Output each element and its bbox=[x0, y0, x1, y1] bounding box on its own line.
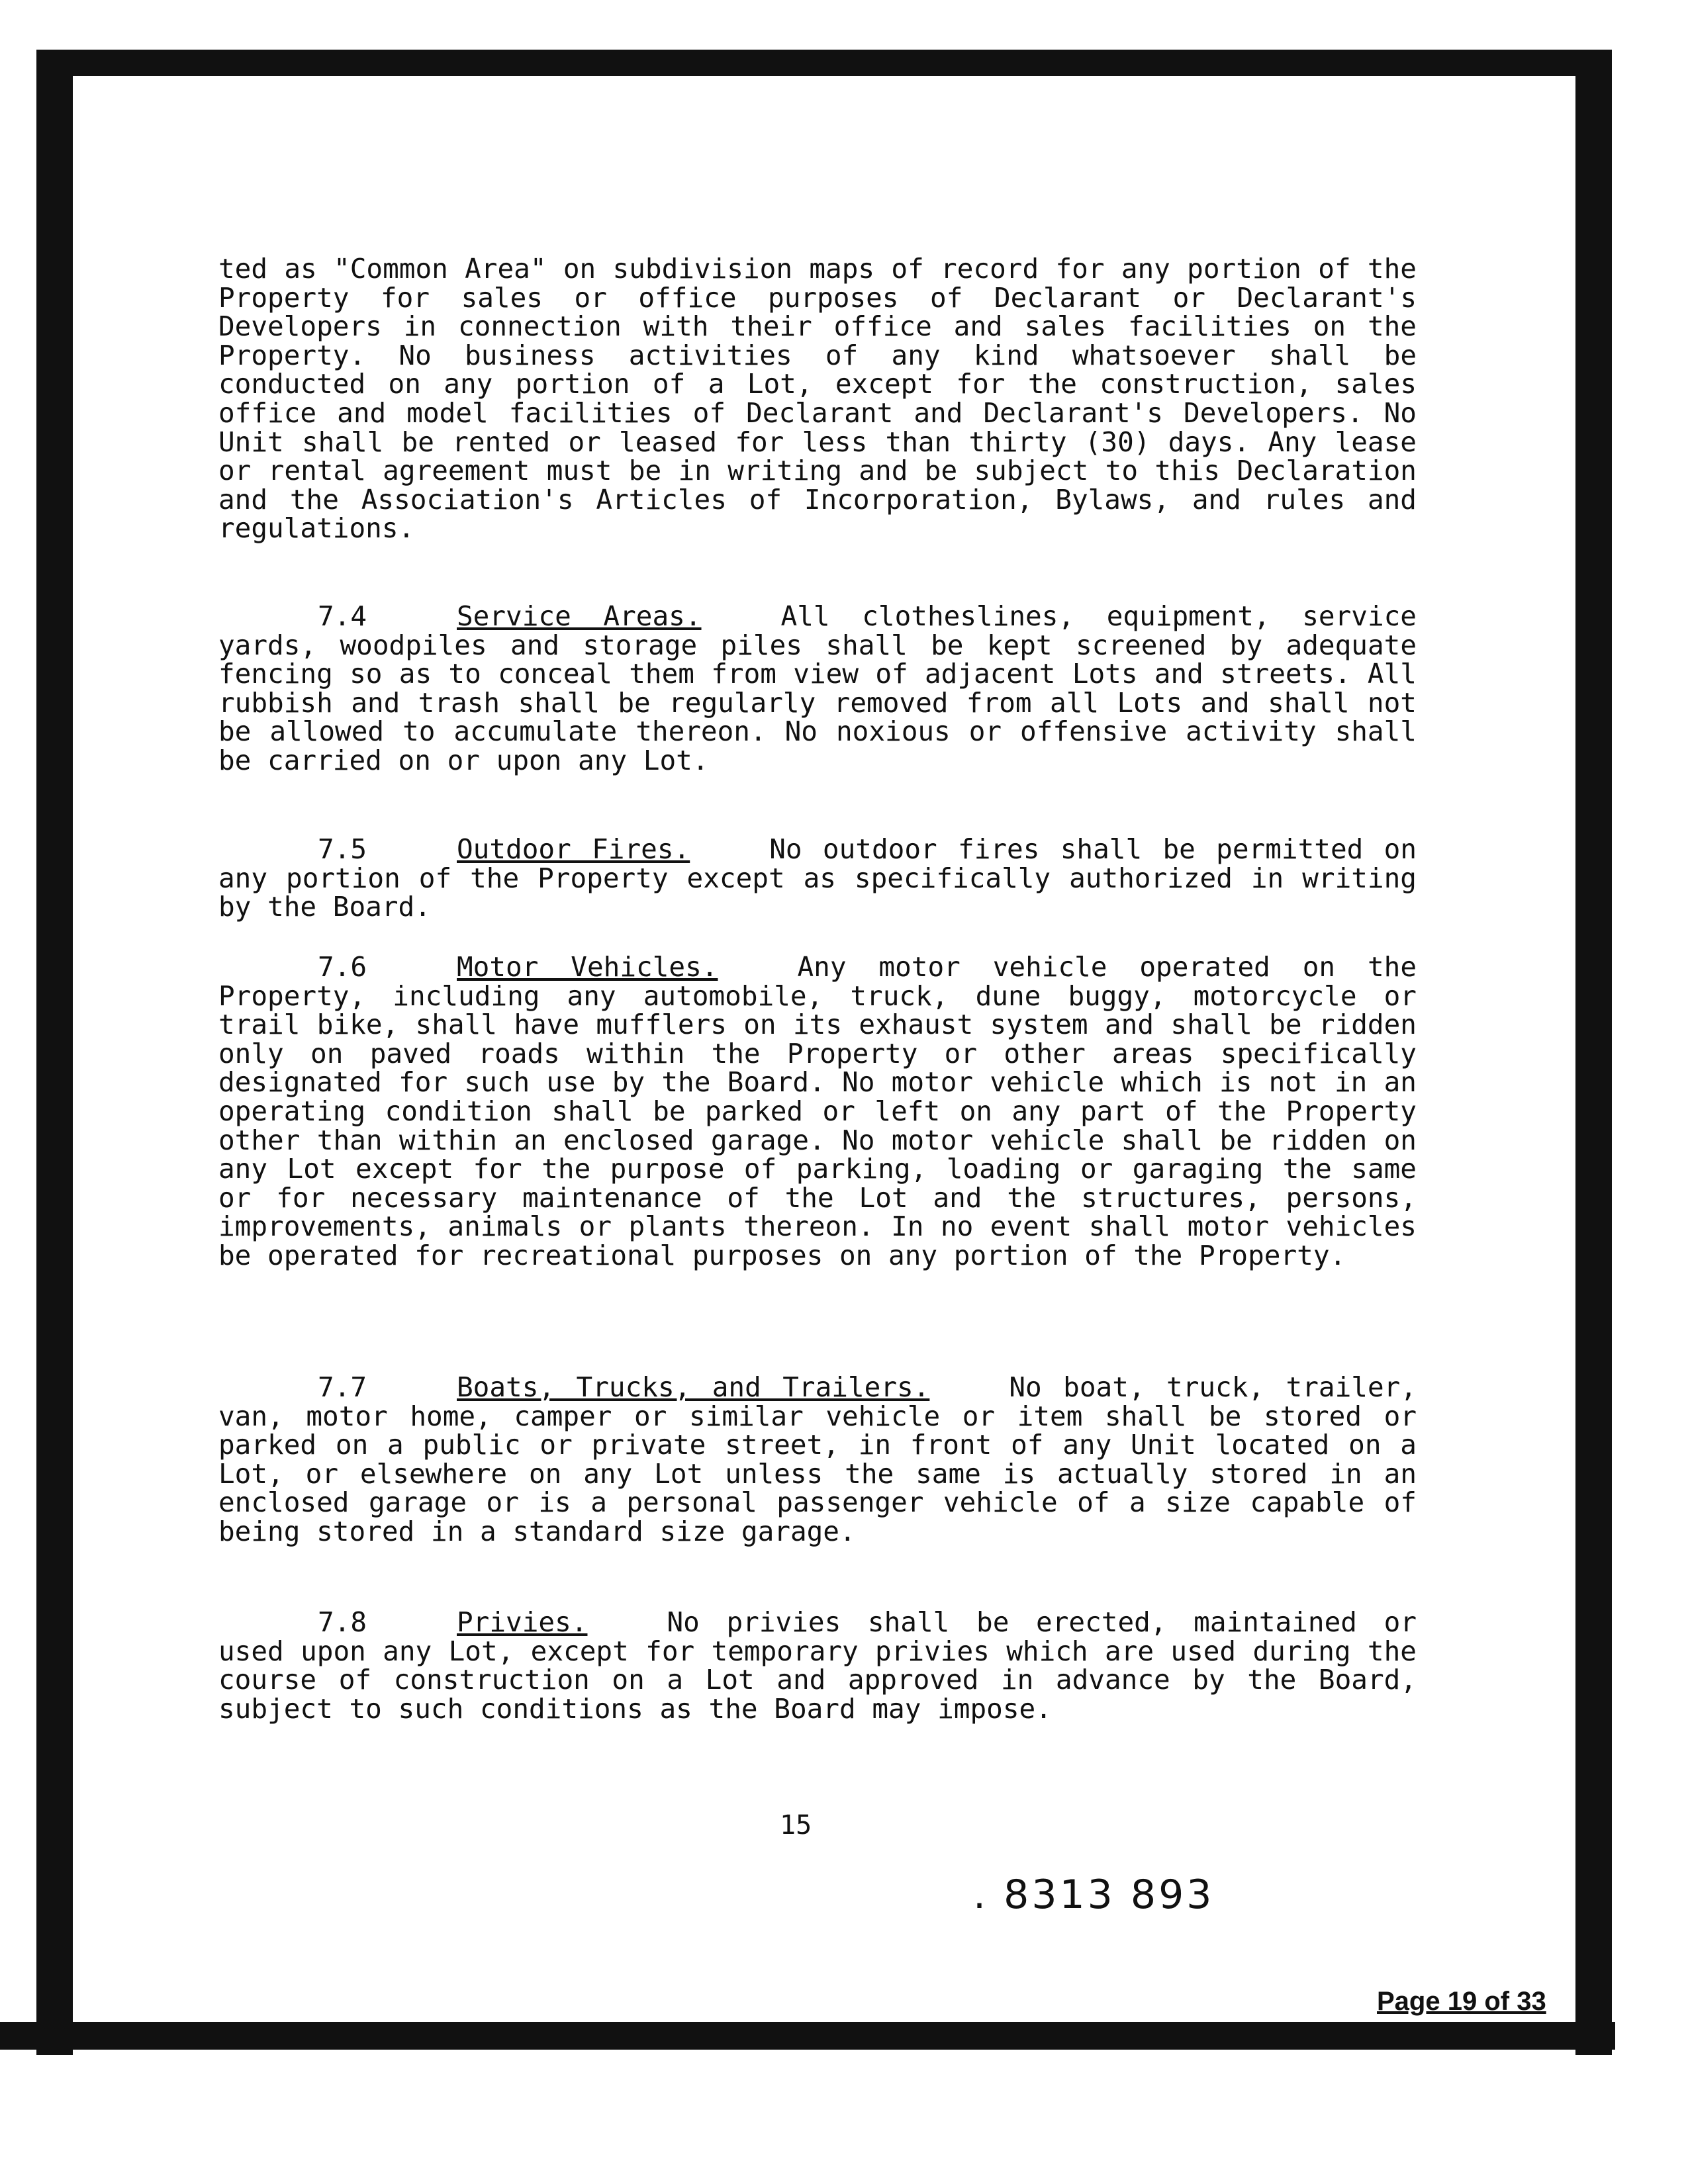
section-number: 7.7 bbox=[318, 1371, 367, 1403]
section-7-4 bbox=[218, 602, 1417, 776]
section-body: No outdoor fires shall be permitted on any portion of the Property except as specifically authorized in writing by the Board. bbox=[218, 833, 1417, 923]
page-stamp: Page 19 of 33 bbox=[1377, 1987, 1546, 2016]
page-number: 15 bbox=[780, 1810, 812, 1841]
section-number: 7.6 bbox=[318, 951, 367, 983]
section-number: 7.4 bbox=[318, 600, 367, 632]
section-7-7 bbox=[218, 1373, 1417, 1547]
scan-border-bottom bbox=[0, 2022, 1615, 2050]
intro-text: ted as "Common Area" on subdivision maps of record for any portion of the Property for sales or office purposes of Declarant or Declarant's Developers in connection with their office and sales facilities on the Property. No business activities of any kind whatsoever shall be conducted on any portion of a Lot, except for the construction, sales office and model facilities of Declarant and Declarant's Developers. No Unit shall be rented or leased for less than thirty (30) days. Any lease or rental agreement must be in writing and be subject to this Declaration and the Association's Articles of Incorporation, Bylaws, and rules and regulations. bbox=[218, 253, 1417, 545]
section-heading: Outdoor Fires. bbox=[457, 833, 690, 865]
section-heading: Boats, Trucks, and Trailers. bbox=[457, 1371, 930, 1403]
document-reference: . 8313 893 bbox=[973, 1872, 1215, 1918]
scan-border-right bbox=[1575, 50, 1612, 2055]
section-number: 7.8 bbox=[318, 1606, 367, 1638]
section-7-5 bbox=[218, 835, 1417, 922]
section-7-8 bbox=[218, 1608, 1417, 1723]
section-heading: Privies. bbox=[457, 1606, 588, 1638]
section-number: 7.5 bbox=[318, 833, 367, 865]
section-body: No boat, truck, trailer, van, motor home, camper or similar vehicle or item shall be stored or parked on a public or private street, in front of any Unit located on a Lot, or elsewhere on any Lot unless the same is actually stored in an enclosed garage or is a personal passenger vehicle of a size capable of being stored in a standard size garage. bbox=[218, 1371, 1417, 1547]
section-heading: Service Areas. bbox=[457, 600, 702, 632]
scan-border-top bbox=[36, 50, 1612, 76]
section-body: Any motor vehicle operated on the Property, including any automobile, truck, dune buggy, motorcycle or trail bike, shall have mufflers on its exhaust system and shall be ridden only on paved roads within the Property or other areas specifically designated for such use by the Board. No motor vehicle which is not in an operating condition shall be parked or left on any part of the Property other than within an enclosed garage. No motor vehicle shall be ridden on any Lot except for the purpose of parking, loading or garaging the same or for necessary maintenance of the Lot and the structures, persons, improvements, animals or plants thereon. In no event shall motor vehicles be operated for recreational purposes on any portion of the Property. bbox=[218, 951, 1417, 1271]
section-body: No privies shall be erected, maintained or used upon any Lot, except for temporary privies which are used during the course of construction on a Lot and approved in advance by the Board, subject to such conditions as the Board may impose. bbox=[218, 1606, 1417, 1725]
scan-border-left bbox=[36, 50, 73, 2055]
section-heading: Motor Vehicles. bbox=[457, 951, 718, 983]
section-body: All clotheslines, equipment, service yards, woodpiles and storage piles shall be kept screened by adequate fencing so as to conceal them from view of adjacent Lots and streets. All rubbish and trash shall be regularly removed from all Lots and shall not be allowed to accumulate thereon. No noxious or offensive activity shall be carried on or upon any Lot. bbox=[218, 600, 1417, 776]
section-7-6 bbox=[218, 953, 1417, 1271]
intro-paragraph bbox=[218, 255, 1417, 543]
